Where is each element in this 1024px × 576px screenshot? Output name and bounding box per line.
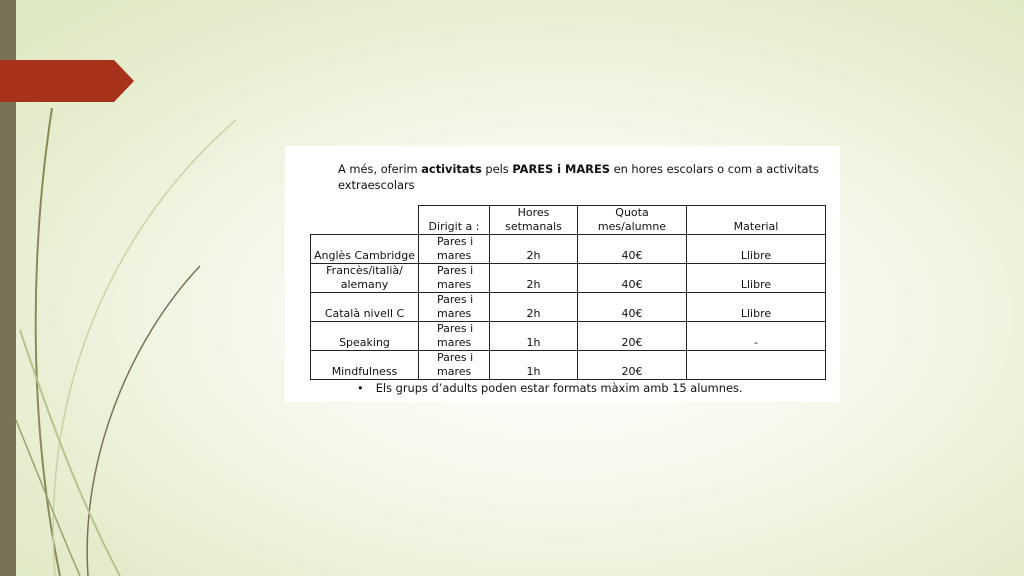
activity-cell: Mindfulness [311, 351, 419, 380]
header-empty-cell [311, 206, 419, 235]
target-cell: Pares i mares [419, 351, 490, 380]
table-row [311, 351, 826, 380]
material-cell: Llibre [687, 293, 826, 322]
material-cell: Llibre [687, 264, 826, 293]
table-row [311, 235, 826, 264]
activity-cell: Anglès Cambridge [311, 235, 419, 264]
header-fee: Quota mes/alumne [578, 206, 687, 235]
bullet-note [357, 381, 743, 395]
intro-bold-activities: activitats [421, 162, 482, 176]
hours-cell: 2h [490, 264, 578, 293]
intro-text-3: en hores escolars o com a activitats extraescolars [338, 162, 819, 192]
table-row [311, 293, 826, 322]
intro-paragraph [338, 161, 828, 193]
intro-bold-parents: PARES i MARES [512, 162, 610, 176]
target-cell: Pares i mares [419, 322, 490, 351]
header-hours: Hores setmanals [490, 206, 578, 235]
activity-cell: Speaking [311, 322, 419, 351]
fee-cell: 20€ [578, 351, 687, 380]
activity-cell: Català nivell C [311, 293, 419, 322]
table-row [311, 322, 826, 351]
hours-cell: 1h [490, 322, 578, 351]
header-target: Dirigit a : [419, 206, 490, 235]
intro-text-1: A més, oferim [338, 162, 422, 176]
header-material: Material [687, 206, 826, 235]
fee-cell: 40€ [578, 235, 687, 264]
decorative-curves [0, 0, 260, 576]
fee-cell: 40€ [578, 293, 687, 322]
target-cell: Pares i mares [419, 293, 490, 322]
material-cell: Llibre [687, 235, 826, 264]
table-row [311, 264, 826, 293]
intro-text-2: pels [481, 162, 513, 176]
material-cell: - [687, 322, 826, 351]
hours-cell: 1h [490, 351, 578, 380]
fee-cell: 20€ [578, 322, 687, 351]
target-cell: Pares i mares [419, 264, 490, 293]
activities-document [285, 146, 840, 402]
hours-cell: 2h [490, 235, 578, 264]
note-text: Els grups d’adults poden estar formats màxim amb 15 alumnes. [375, 381, 743, 395]
table-header-row [311, 206, 826, 235]
target-cell: Pares i mares [419, 235, 490, 264]
activities-table [310, 205, 826, 380]
activity-cell: Francès/italià/ alemany [311, 264, 419, 293]
material-cell [687, 351, 826, 380]
fee-cell: 40€ [578, 264, 687, 293]
hours-cell: 2h [490, 293, 578, 322]
bullet-icon: • [357, 381, 364, 395]
